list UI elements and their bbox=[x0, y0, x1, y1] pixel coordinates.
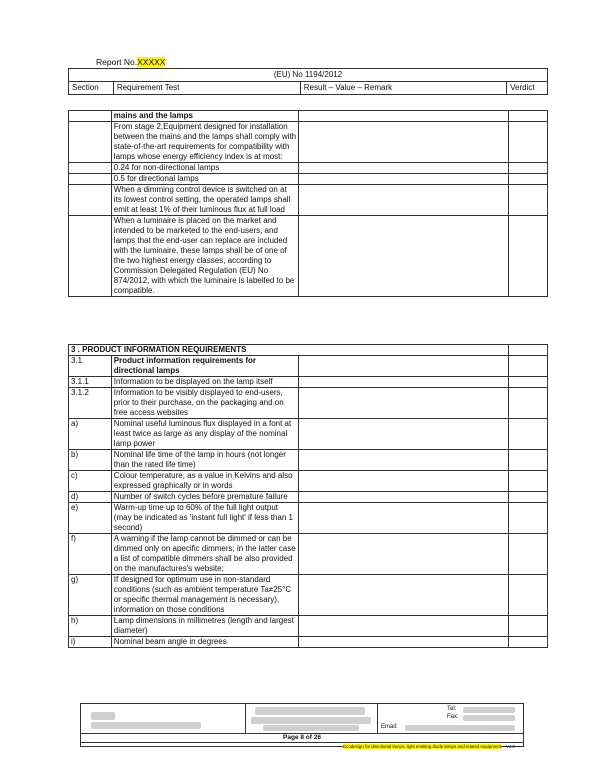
ecodesign-text: Ecodesign for directional lamps, light emitting diode lamps and related equipment bbox=[343, 744, 502, 749]
verdict-cell bbox=[509, 575, 548, 616]
requirement-cell: Lamp dimensions in millimetres (length and largest diameter) bbox=[111, 616, 299, 637]
table-row bbox=[69, 503, 548, 534]
verdict-cell bbox=[509, 492, 548, 503]
verdict-cell bbox=[509, 503, 548, 534]
section-cell bbox=[69, 174, 112, 185]
requirement-cell: Product information requirements for directional lamps bbox=[111, 356, 299, 377]
requirement-cell: Information to be displayed on the lamp itself bbox=[111, 377, 299, 388]
result-cell bbox=[299, 575, 509, 616]
requirement-cell: From stage 2,Equipment designed for installation between the mains and the lamps shall comply with state-of-the-art requirements for compatibility with lamps whose energy efficiency index is at most: bbox=[111, 122, 299, 163]
verdict-cell bbox=[509, 534, 548, 575]
requirement-cell: Information to be visibly displayed to end-users, prior to their purchase, on the packaging and on free access websites bbox=[111, 388, 299, 419]
verdict-cell bbox=[509, 111, 548, 122]
verdict-cell bbox=[509, 616, 548, 637]
verdict-cell bbox=[509, 122, 548, 163]
footer-logo-area bbox=[81, 704, 246, 733]
section-cell: e) bbox=[69, 503, 112, 534]
result-cell bbox=[299, 616, 509, 637]
section-cell: 3.1 bbox=[69, 356, 112, 377]
page-number: Page 8 of 26 bbox=[283, 734, 321, 741]
col-requirement: Requirement Test bbox=[113, 82, 300, 95]
result-cell bbox=[299, 163, 509, 174]
section-cell: 3.1.1 bbox=[69, 377, 112, 388]
section-cell: i) bbox=[69, 637, 112, 648]
section-cell: a) bbox=[69, 419, 112, 450]
result-cell bbox=[299, 471, 509, 492]
requirement-cell: When a luminaire is placed on the market and intended to be marketed to the end-users, and lamps that the end-user can replace are included with the luminaire, these lamps shall be of one of the two highest energy classes, according to Commission Delegated Regulation (EU) No 874/2012, with which the luminaire is labelled to be compatible. bbox=[111, 216, 299, 297]
requirements-table-1 bbox=[68, 110, 548, 297]
verdict-cell bbox=[509, 377, 548, 388]
footer-contact-area bbox=[377, 704, 523, 733]
result-cell bbox=[299, 216, 509, 297]
result-cell bbox=[299, 388, 509, 419]
table-row bbox=[69, 419, 548, 450]
result-cell bbox=[299, 503, 509, 534]
table-row bbox=[69, 534, 548, 575]
table-row bbox=[69, 356, 548, 377]
verdict-cell bbox=[509, 163, 548, 174]
table-row bbox=[69, 122, 548, 163]
report-label: Report No. bbox=[96, 57, 138, 67]
result-cell bbox=[299, 492, 509, 503]
result-cell bbox=[299, 122, 509, 163]
version-text: – V1.0 bbox=[501, 744, 515, 749]
table-row bbox=[69, 185, 548, 216]
section-cell bbox=[69, 111, 112, 122]
verdict-cell bbox=[509, 419, 548, 450]
requirement-cell: Colour temperature, as a value in Kelvins and also expressed graphically or in words bbox=[111, 471, 299, 492]
ecodesign-note bbox=[343, 744, 515, 749]
requirement-cell: Nominal beam angle in degrees bbox=[111, 637, 299, 648]
table-row bbox=[69, 616, 548, 637]
table-row bbox=[69, 377, 548, 388]
result-cell bbox=[299, 356, 509, 377]
header-table bbox=[68, 68, 548, 95]
section-cell bbox=[69, 122, 112, 163]
table-row bbox=[69, 450, 548, 471]
requirement-cell: Nominal life time of the lamp in hours (not longer than the rated life time) bbox=[111, 450, 299, 471]
verdict-cell bbox=[509, 637, 548, 648]
result-cell bbox=[299, 185, 509, 216]
fax-label: Fax: bbox=[447, 714, 459, 720]
col-verdict: Verdict bbox=[507, 82, 548, 95]
section-cell: b) bbox=[69, 450, 112, 471]
verdict-cell bbox=[509, 185, 548, 216]
verdict-cell bbox=[509, 388, 548, 419]
table-row bbox=[69, 388, 548, 419]
requirement-cell: mains and the lamps bbox=[111, 111, 299, 122]
result-cell bbox=[299, 174, 509, 185]
email-label: Email: bbox=[381, 724, 398, 730]
verdict-cell bbox=[509, 471, 548, 492]
table-row bbox=[69, 163, 548, 174]
table-row bbox=[69, 637, 548, 648]
table-row bbox=[69, 575, 548, 616]
verdict-cell bbox=[509, 216, 548, 297]
table-row bbox=[69, 111, 548, 122]
footer-divider-2 bbox=[81, 742, 523, 743]
section-cell: c) bbox=[69, 471, 112, 492]
table-row bbox=[69, 471, 548, 492]
result-cell bbox=[299, 111, 509, 122]
footer bbox=[80, 703, 524, 747]
requirement-cell: Warm-up time up to 60% of the full light output (may be indicated as 'instant full light' if less than 1 second) bbox=[111, 503, 299, 534]
section-cell: 3.1.2 bbox=[69, 388, 112, 419]
requirements-table-2 bbox=[68, 344, 548, 648]
report-number-value: XXXXX bbox=[137, 57, 166, 67]
table-row bbox=[69, 492, 548, 503]
verdict-cell bbox=[509, 450, 548, 471]
result-cell bbox=[299, 637, 509, 648]
section-cell bbox=[69, 185, 112, 216]
section-cell: g) bbox=[69, 575, 112, 616]
footer-address-area bbox=[245, 704, 378, 733]
requirement-cell: Nominal useful luminous flux displayed in a font at least twice as large as any display of the nominal lamp power bbox=[111, 419, 299, 450]
tel-label: Tel: bbox=[447, 706, 457, 712]
requirement-cell: A warning if the lamp cannot be dimmed or can be dimmed only on apecific dimmers; in the latter case a list of compatible dimmers shall be also provided on the manufactures's website; bbox=[111, 534, 299, 575]
requirement-cell: 0.5 for directional lamps bbox=[111, 174, 299, 185]
col-section: Section bbox=[69, 82, 114, 95]
regulation-title: (EU) No 1194/2012 bbox=[69, 69, 548, 82]
result-cell bbox=[299, 450, 509, 471]
section-cell: d) bbox=[69, 492, 112, 503]
section-cell: h) bbox=[69, 616, 112, 637]
col-result: Result – Value – Remark bbox=[300, 82, 506, 95]
requirement-cell: Number of switch cycles before premature failure bbox=[111, 492, 299, 503]
result-cell bbox=[299, 377, 509, 388]
report-number bbox=[96, 57, 165, 67]
verdict-cell bbox=[509, 174, 548, 185]
section-cell bbox=[69, 163, 112, 174]
requirement-cell: 0.24 for non-directional lamps bbox=[111, 163, 299, 174]
result-cell bbox=[299, 419, 509, 450]
section-heading: 3 . PRODUCT INFORMATION REQUIREMENTS bbox=[69, 345, 509, 356]
table-row bbox=[69, 174, 548, 185]
requirement-cell: If designed for optimum use in non-standard conditions (such as ambient temperature Ta≠25°C or specific thermal management is necessary), information on those conditions bbox=[111, 575, 299, 616]
section-cell bbox=[69, 216, 112, 297]
result-cell bbox=[299, 534, 509, 575]
section-cell: f) bbox=[69, 534, 112, 575]
verdict-cell bbox=[509, 356, 548, 377]
table-row bbox=[69, 216, 548, 297]
verdict-cell bbox=[509, 345, 548, 356]
requirement-cell: When a dimming control device is switched on at its lowest control setting, the operated lamps shall emit at least 1% of their luminous flux at full load bbox=[111, 185, 299, 216]
